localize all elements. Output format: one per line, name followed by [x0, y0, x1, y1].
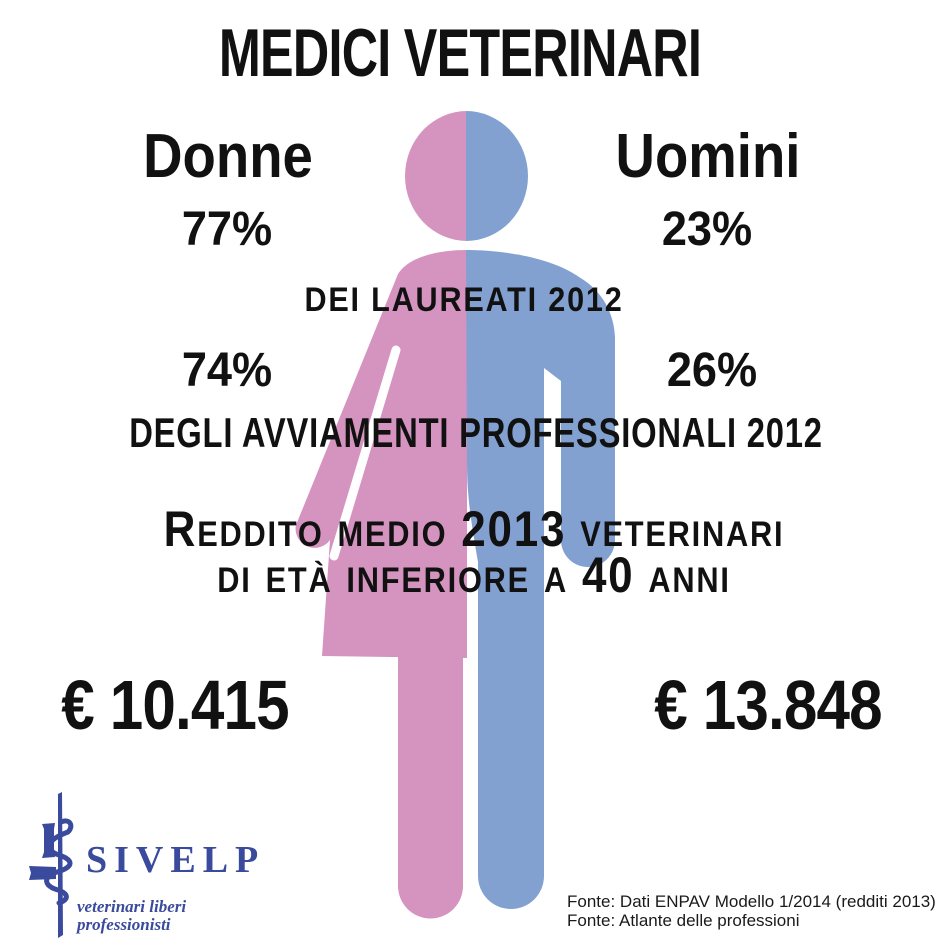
men-label: Uomini: [615, 122, 801, 191]
veterinary-cross-caduceus-icon: [28, 786, 78, 941]
logo-tagline-line2: professionisti: [77, 915, 171, 934]
logo-wordmark: SIVELP: [86, 839, 266, 881]
women-label: Donne: [143, 122, 313, 191]
female-head-half: [405, 111, 467, 241]
women-graduates-percent: 77%: [181, 203, 273, 256]
graduates-caption: DEI LAUREATI 2012: [304, 281, 624, 319]
female-leg: [398, 648, 463, 919]
men-starts-percent: 26%: [666, 344, 758, 397]
women-income-value: € 10.415: [61, 666, 289, 744]
source-line2: Fonte: Atlante delle professioni: [567, 911, 800, 930]
income-caption-line2: di età inferiore a 40 anni: [217, 547, 731, 603]
male-head-half: [466, 111, 528, 241]
women-starts-percent: 74%: [181, 344, 273, 397]
logo-tagline-line1: veterinari liberi: [77, 897, 187, 916]
men-graduates-percent: 23%: [661, 203, 753, 256]
men-income-value: € 13.848: [654, 666, 882, 744]
source-notes: [567, 892, 936, 930]
starts-caption: DEGLI AVVIAMENTI PROFESSIONALI 2012: [129, 409, 823, 456]
sivelp-logo: [28, 786, 318, 946]
source-line1: Fonte: Dati ENPAV Modello 1/2014 (redditi 2013): [567, 892, 936, 911]
page-title: MEDICI VETERINARI: [218, 15, 702, 91]
income-caption-line1: Reddito medio 2013 veterinari: [163, 501, 785, 557]
